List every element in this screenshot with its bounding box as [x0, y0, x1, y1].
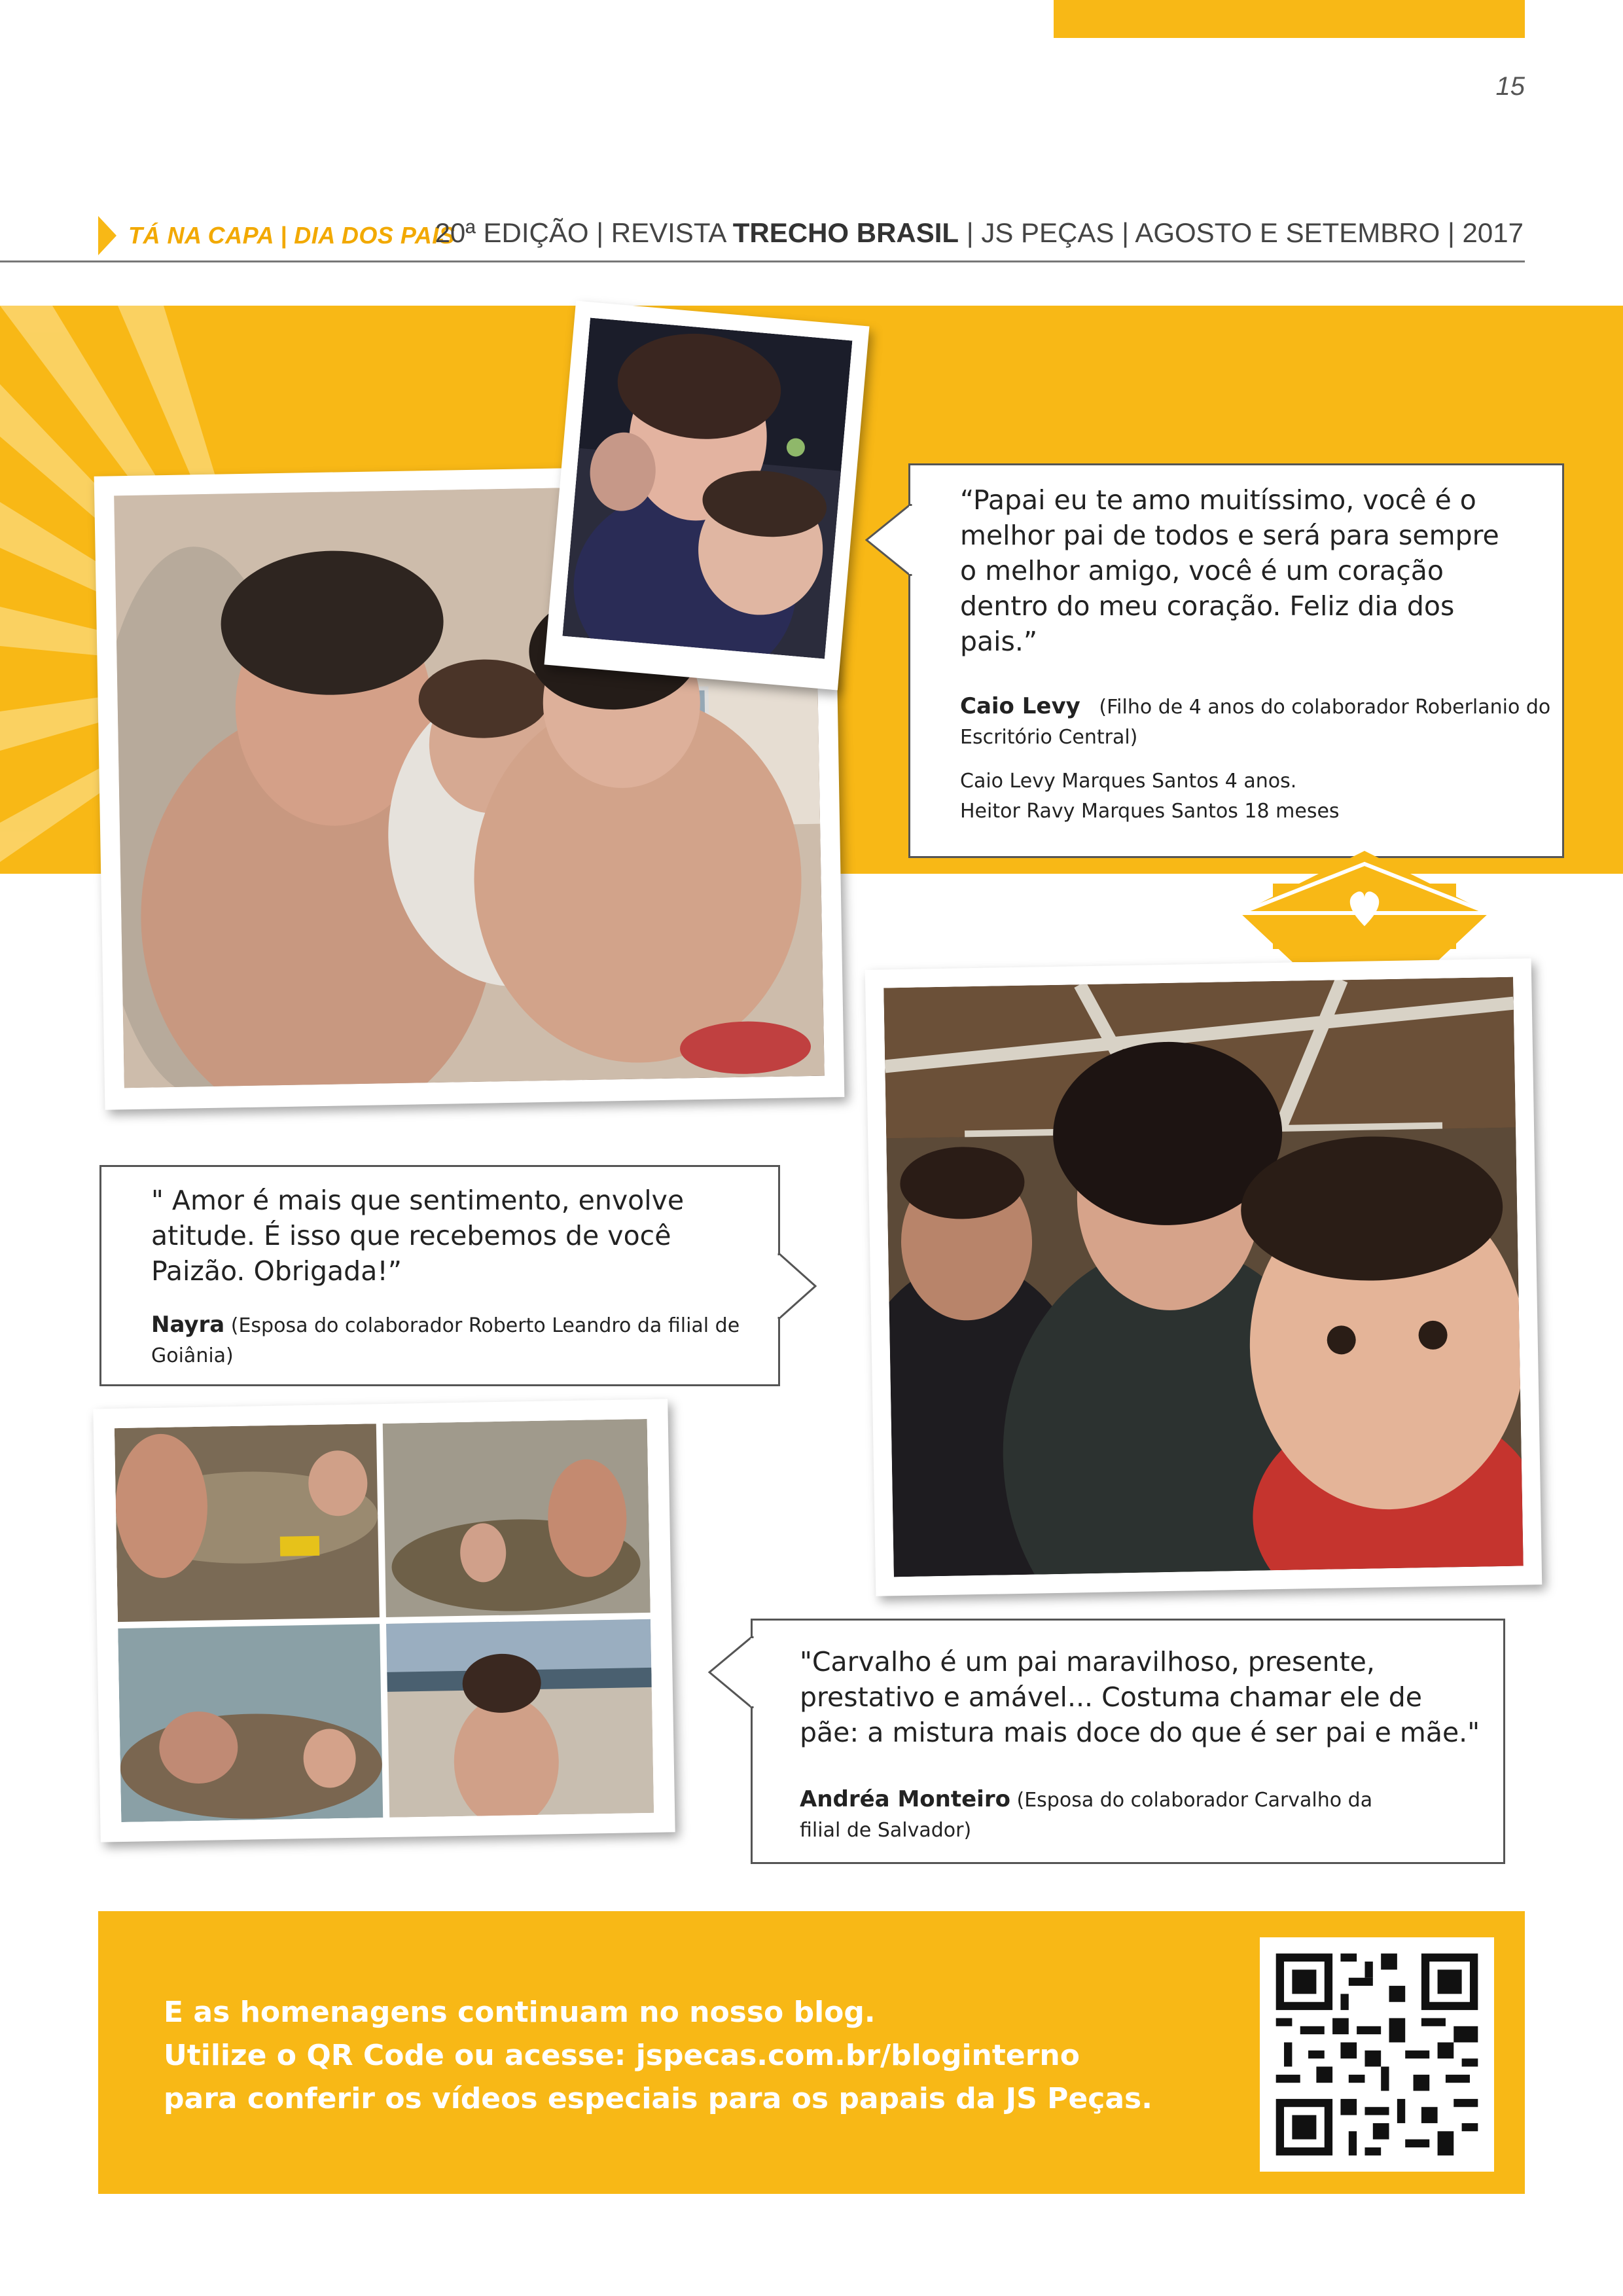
quote-line: o melhor amigo, você é um coração: [960, 555, 1444, 586]
quote-line: pãe: a mistura mais doce do que é ser pai e mãe.": [800, 1717, 1480, 1748]
mother-sons-illustration: [562, 317, 852, 658]
quote-bubble-andrea: [751, 1619, 1505, 1864]
quote-line: Paizão. Obrigada!”: [151, 1255, 402, 1287]
quote-bubble-nayra: [99, 1165, 780, 1386]
footer-blog-banner: [98, 1911, 1525, 2194]
author-description: Goiânia): [151, 1344, 234, 1367]
photo-couple-with-son: [865, 958, 1543, 1596]
couple-son-illustration: [883, 977, 1524, 1577]
quote-caio-attribution: [960, 691, 1562, 753]
extra-line: Caio Levy Marques Santos 4 anos.: [960, 770, 1297, 793]
author-name: Andréa Monteiro: [800, 1786, 1010, 1812]
section-arrow-icon: [98, 216, 116, 255]
quote-line: atitude. É isso que recebemos de você: [151, 1220, 671, 1251]
author-name: Nayra: [151, 1312, 225, 1338]
footer-line[interactable]: Utilize o QR Code ou acesse: jspecas.com.br/bloginterno: [164, 2039, 1080, 2072]
quote-line: "Carvalho é um pai maravilhoso, presente,: [800, 1646, 1375, 1677]
bubble-tail-right: [777, 1253, 817, 1319]
photo-mother-with-sons: [544, 300, 870, 690]
edition-info: [435, 217, 1524, 249]
author-description: (Esposa do colaborador Carvalho da: [1010, 1789, 1373, 1812]
envelope-heart-icon: [1240, 851, 1489, 962]
edition-prefix: 20ª EDIÇÃO | REVISTA: [435, 217, 733, 248]
qr-code-icon: [1260, 1937, 1494, 2172]
page-number: 15: [1495, 72, 1525, 101]
quote-bubble-caio: [908, 463, 1564, 858]
top-accent-bar: [1054, 0, 1525, 38]
bubble-tail-left: [865, 504, 912, 576]
footer-line: para conferir os vídeos especiais para os papais da JS Peças.: [164, 2082, 1152, 2115]
author-name: Caio Levy: [960, 693, 1080, 719]
section-label-text: TÁ NA CAPA | DIA DOS PAIS: [128, 222, 455, 249]
quote-nayra-attribution: [151, 1310, 773, 1371]
quote-line: dentro do meu coração. Feliz dia dos: [960, 590, 1455, 622]
quote-line: melhor pai de todos e será para sempre: [960, 520, 1499, 551]
author-description: (Esposa do colaborador Roberto Leandro da filial de: [224, 1314, 740, 1337]
section-label: [98, 216, 455, 255]
edition-magazine-name: TRECHO BRASIL: [732, 217, 959, 248]
quote-line: prestativo e amável... Costuma chamar ele de: [800, 1681, 1423, 1713]
author-description: Escritório Central): [960, 726, 1138, 749]
photo-beach-collage: [93, 1399, 675, 1842]
beach-collage-illustration: [115, 1419, 654, 1822]
quote-caio-extra: [960, 766, 1340, 827]
quote-caio-text: [960, 482, 1499, 659]
edition-suffix: | JS PEÇAS | AGOSTO E SETEMBRO | 2017: [959, 217, 1524, 248]
quote-line: " Amor é mais que sentimento, envolve: [151, 1185, 685, 1216]
quote-line: “Papai eu te amo muitíssimo, você é o: [960, 484, 1476, 516]
quote-nayra-text: [151, 1183, 684, 1289]
bubble-tail-left: [708, 1636, 754, 1708]
author-description: (Filho de 4 anos do colaborador Roberlanio do: [1099, 696, 1551, 719]
footer-text: [164, 1991, 1152, 2121]
author-description: filial de Salvador): [800, 1819, 972, 1842]
quote-andrea-attribution: [800, 1784, 1493, 1846]
quote-andrea-text: [800, 1644, 1480, 1750]
header-divider: [0, 260, 1525, 262]
footer-line: E as homenagens continuam no nosso blog.: [164, 1996, 876, 2029]
quote-line: pais.”: [960, 626, 1038, 657]
extra-line: Heitor Ravy Marques Santos 18 meses: [960, 800, 1340, 823]
qr-code[interactable]: [1260, 1937, 1494, 2172]
